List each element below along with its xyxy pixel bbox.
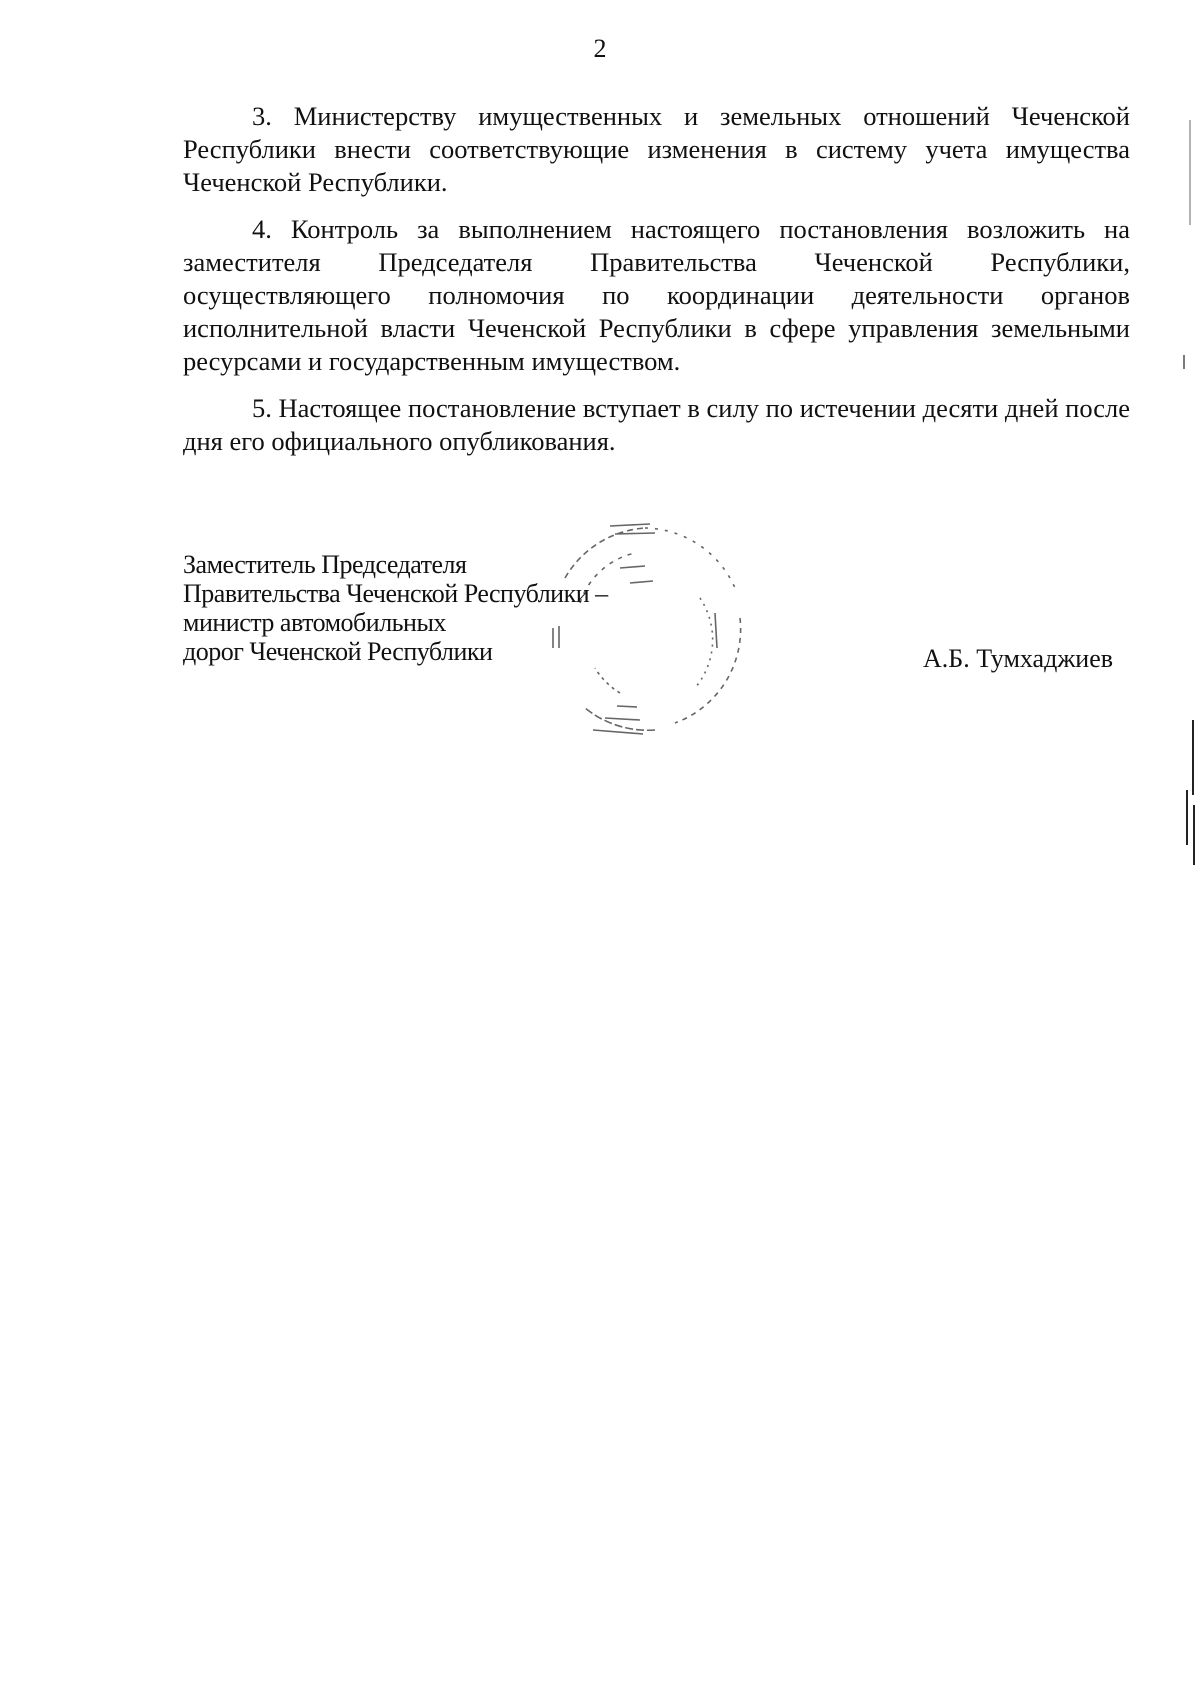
signature-position-line: Правительства Чеченской Республики – [183,579,608,608]
page-number: 2 [593,34,607,63]
scan-edge-mark [1189,120,1191,225]
signature-position-line: Заместитель Председателя [183,550,467,579]
signature-position-line: дорог Чеченской Республики [183,637,493,666]
scan-edge-mark [1192,720,1194,795]
paragraph-4: 4. Контроль за выполнением настоящего постановления возложить на заместителя Председателя Правительства Чеченской Республики, осуществляющего полномочия по координации деятельности органов исполнительной власти Чеченской Республики в сфере управления земельными ресурсами и государственным имуществом. [183,214,1130,376]
scan-edge-mark [1186,790,1188,845]
paragraph-3: 3. Министерству имущественных и земельных отношений Чеченской Республики внести соответствующие изменения в систему учета имущества Чеченской Республики. [183,101,1130,197]
signer-name: А.Б. Тумхаджиев [923,644,1114,673]
signature-position [183,550,608,666]
scan-edge-mark [1183,355,1185,369]
document-body [183,100,1130,472]
scan-edge-mark [1193,805,1195,865]
signature-position-line: министр автомобильных [183,608,446,637]
paragraph-5: 5. Настоящее постановление вступает в силу по истечении десяти дней после дня его официального опубликования. [183,393,1130,456]
